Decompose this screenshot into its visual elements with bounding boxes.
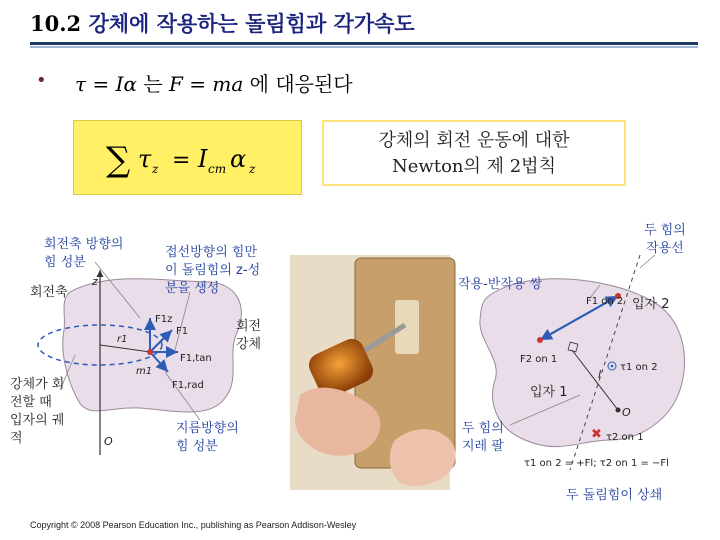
label-axial-line2: 힘 성분 [44, 255, 86, 270]
label-tangential-line2: 이 돌림힘의 z-성 [165, 263, 261, 278]
label-trajectory-line3: 입자의 궤 [10, 413, 65, 428]
left-rigid-body [63, 279, 242, 412]
particle-1-dot [537, 337, 543, 343]
tau1on2-label: τ1 on 2 [620, 362, 658, 373]
label-cancel: 두 돌림힘이 상쇄 [566, 488, 663, 503]
label-trajectory [10, 376, 64, 448]
particle-word: 는 [143, 72, 163, 96]
label-rotating-body [236, 318, 261, 354]
copyright-notice: Copyright © 2008 Pearson Education Inc., publishing as Pearson Addison-Wesley [30, 520, 357, 530]
equation-box [73, 120, 302, 195]
title-rule [30, 42, 698, 45]
section-title: 강체에 작용하는 돌림힘과 각가속도 [88, 11, 415, 36]
label-radial [176, 420, 239, 456]
torque-equation: τ1 on 2 = +Fl; τ2 on 1 = −Fl [524, 458, 669, 469]
label-axial-component [44, 236, 123, 272]
label-rotating-line2: 강체 [236, 337, 262, 352]
eq-equals: = [172, 148, 191, 173]
eq-sub-z1: z [152, 162, 159, 176]
eq-tau: τ [138, 145, 152, 173]
label-radial-line2: 힘 성분 [176, 439, 218, 454]
r1-label: r1 [117, 334, 128, 345]
label-trajectory-line1: 강체가 회 [10, 377, 65, 392]
tau2on1-x-icon: ✖ [591, 427, 602, 442]
law-line-2: Newton의 제 2법칙 [392, 156, 556, 177]
label-lever-line1: 두 힘의 [462, 421, 504, 436]
eq-sub-cm: cm [208, 162, 227, 176]
bullet-icon: • [36, 70, 47, 91]
origin-point-right [616, 408, 621, 413]
sigma-symbol: ∑ [106, 140, 131, 180]
origin-label-right: O [622, 406, 631, 419]
section-number: 10.2 [30, 11, 82, 36]
z-label: z [92, 275, 98, 288]
eq-sub-z2: z [249, 162, 256, 176]
slide-title [30, 8, 415, 38]
label-lever-line2: 지레 팔 [462, 439, 504, 454]
label-rotating-line1: 회전 [236, 319, 262, 334]
equation-svg [74, 121, 301, 194]
f1z-label: F1z [155, 314, 173, 325]
newton-law-box [322, 120, 626, 186]
scene-illustration [0, 230, 720, 515]
alpha-symbol: α [123, 72, 137, 96]
ma-symbol: ma [212, 72, 244, 96]
label-tangential [165, 244, 260, 298]
label-line-of-action [644, 222, 686, 258]
lever-l-label: l [598, 368, 602, 381]
law-line-1: 강체의 회전 운동에 대한 [378, 130, 570, 151]
force-symbol: F [169, 72, 183, 96]
label-trajectory-line2: 전할 때 [10, 395, 52, 410]
eq-alpha: α [230, 145, 247, 173]
bullet-suffix: 에 대응된다 [249, 72, 353, 96]
label-loa-line1: 두 힘의 [644, 223, 686, 238]
label-axis: 회전축 [30, 285, 68, 300]
label-action-reaction: 작용-반작용 쌍 [458, 277, 543, 292]
bullet-text [75, 68, 353, 97]
title-rule-light [30, 46, 698, 48]
label-loa-line2: 작용선 [646, 241, 684, 256]
label-axial-line1: 회전축 방향의 [44, 237, 124, 252]
equals-sign-2: = [189, 72, 207, 96]
equals-sign: = [92, 72, 110, 96]
f1on2-label: F1 on 2 [586, 296, 624, 307]
label-particle-2: 입자 2 [632, 297, 670, 312]
label-tangential-line3: 분을 생성 [165, 281, 220, 296]
tau2on1-label: τ2 on 1 [606, 432, 644, 443]
label-particle-1: 입자 1 [530, 385, 568, 400]
inertia-symbol: I [115, 72, 124, 96]
origin-label-left: O [104, 435, 113, 448]
m1-label: m1 [136, 366, 153, 377]
label-lever-arm [462, 420, 504, 456]
particle-m1 [147, 349, 153, 355]
f2on1-label: F2 on 1 [520, 354, 558, 365]
f1tan-label: F1,tan [180, 353, 212, 364]
f1-label: F1 [176, 326, 189, 337]
f1rad-label: F1,rad [172, 380, 204, 391]
tau1on2-dot [611, 365, 614, 368]
label-trajectory-line4: 적 [10, 431, 23, 446]
tau-symbol: τ [75, 72, 87, 96]
eq-I: I [198, 145, 208, 173]
label-radial-line1: 지름방향의 [176, 421, 239, 436]
label-tangential-line1: 접선방향의 힘만 [165, 245, 258, 260]
